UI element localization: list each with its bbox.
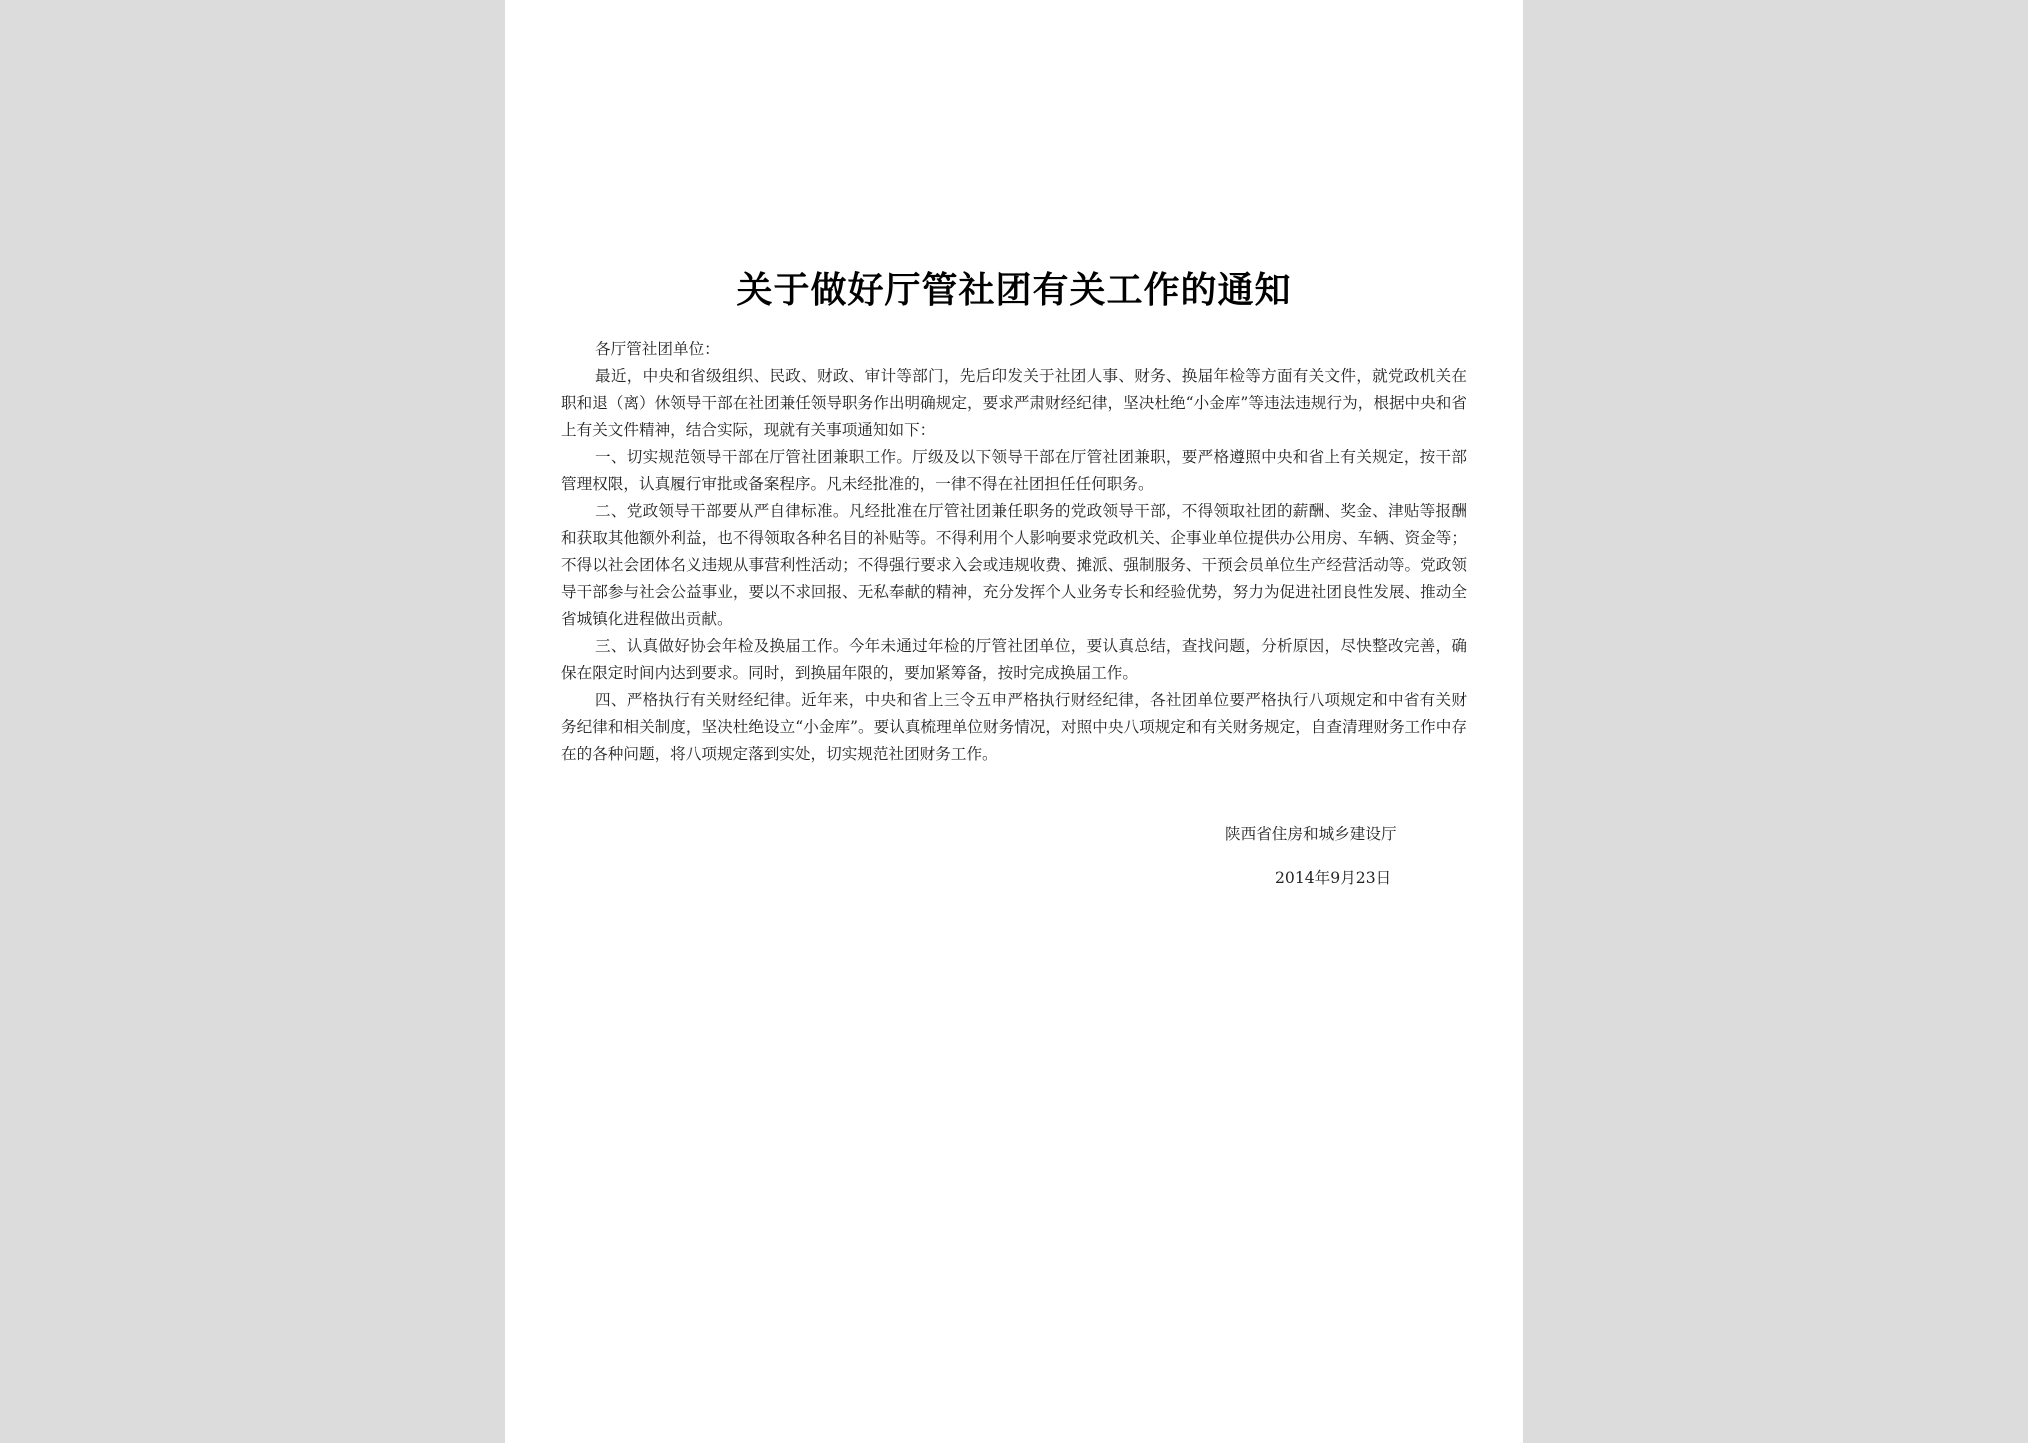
salutation: 各厅管社团单位： <box>595 340 720 358</box>
issuer-signature: 陕西省住房和城乡建设厅 <box>1225 825 1397 843</box>
paragraph-item-3: 三、认真做好协会年检及换届工作。今年未通过年检的厅管社团单位，要认真总结，查找问题，分析原因，尽快整改完善，确保在限定时间内达到要求。同时，到换届年限的，要加紧筹备，按时完成换届工作。 <box>561 637 1467 682</box>
paragraph-item-2: 二、党政领导干部要从严自律标准。凡经批准在厅管社团兼任职务的党政领导干部，不得领取社团的薪酬、奖金、津贴等报酬和获取其他额外利益，也不得领取各种名目的补贴等。不得利用个人影响要求党政机关、企事业单位提供办公用房、车辆、资金等；不得以社会团体名义违规从事营利性活动；不得强行要求入会或违规收费、摊派、强制服务、干预会员单位生产经营活动等。党政领导干部参与社会公益事业，要以不求回报、无私奉献的精神，充分发挥个人业务专长和经验优势，努力为促进社团良性发展、推动全省城镇化进程做出贡献。 <box>561 502 1467 628</box>
document-title: 关于做好厅管社团有关工作的通知 <box>736 269 1292 311</box>
paragraph-item-1: 一、切实规范领导干部在厅管社团兼职工作。厅级及以下领导干部在厅管社团兼职，要严格遵照中央和省上有关规定，按干部管理权限，认真履行审批或备案程序。凡未经批准的，一律不得在社团担任任何职务。 <box>561 448 1467 493</box>
paragraph-intro: 最近，中央和省级组织、民政、财政、审计等部门，先后印发关于社团人事、财务、换届年检等方面有关文件，就党政机关在职和退（离）休领导干部在社团兼任领导职务作出明确规定，要求严肃财经纪律，坚决杜绝“小金库”等违法违规行为，根据中央和省上有关文件精神，结合实际，现就有关事项通知如下： <box>561 367 1467 439</box>
document-page <box>505 0 1523 1443</box>
paragraph-item-4: 四、严格执行有关财经纪律。近年来，中央和省上三令五申严格执行财经纪律，各社团单位要严格执行八项规定和中省有关财务纪律和相关制度，坚决杜绝设立“小金库”。要认真梳理单位财务情况，对照中央八项规定和有关财务规定，自查清理财务工作中存在的各种问题，将八项规定落到实处，切实规范社团财务工作。 <box>561 691 1467 763</box>
issue-date: 2014年9月23日 <box>1275 869 1392 887</box>
document-body <box>561 336 1467 768</box>
